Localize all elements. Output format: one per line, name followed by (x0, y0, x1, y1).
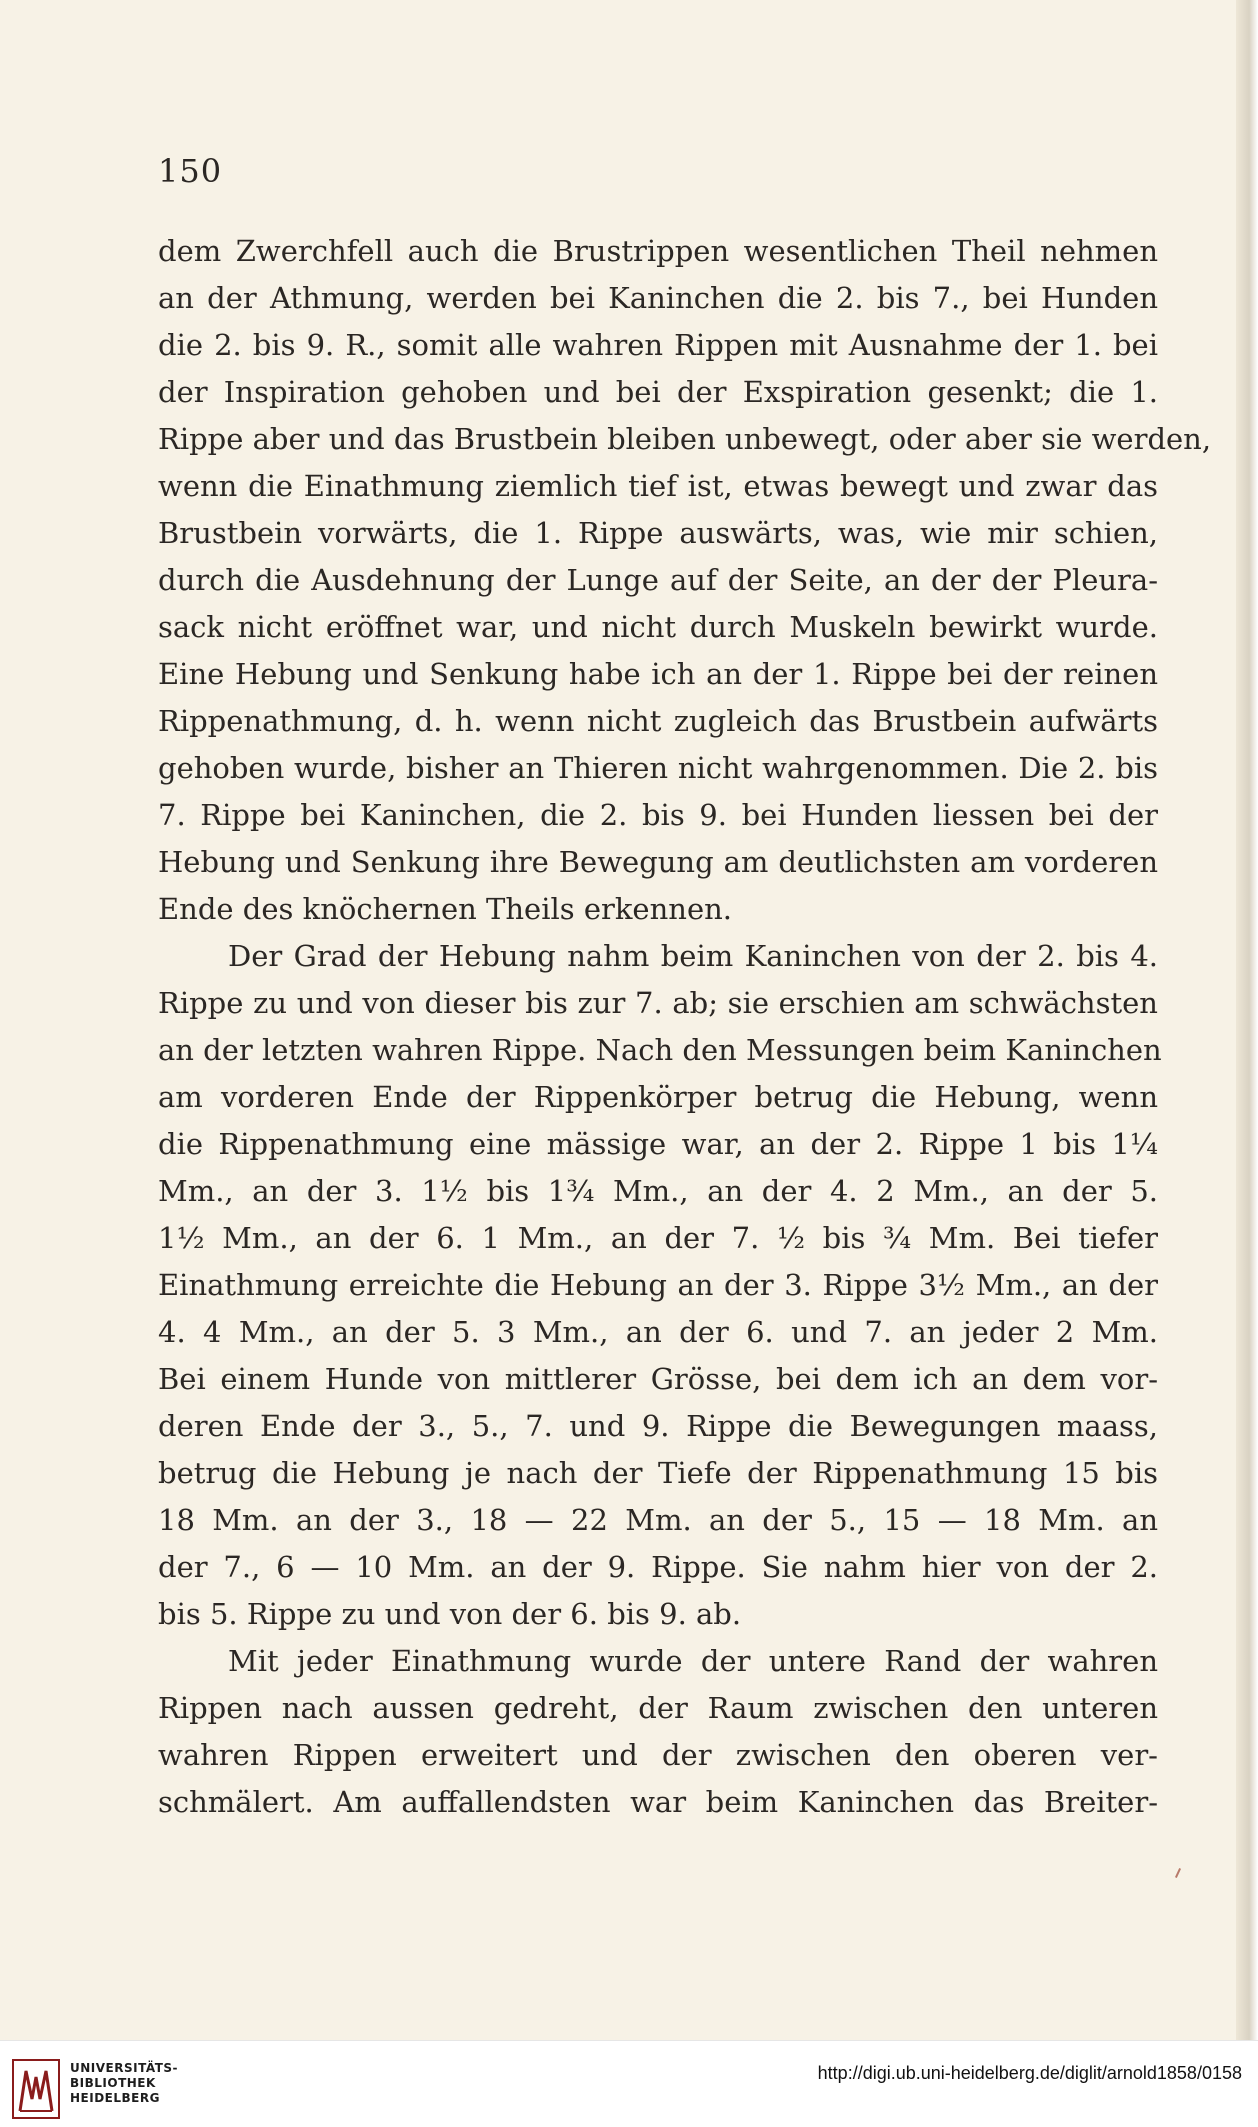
text-line: bis 5. Rippe zu und von der 6. bis 9. ab. (158, 1597, 742, 1631)
library-name-line: HEIDELBERG (70, 2091, 160, 2105)
text-line: 18 Mm. an der 3., 18 — 22 Mm. an der 5., 15 — 18 Mm. an (158, 1503, 1158, 1537)
text-line: durch die Ausdehnung der Lunge auf der Seite, an der der Pleura- (158, 563, 1158, 597)
text-line: Mit jeder Einathmung wurde der untere Rand der wahren (228, 1644, 1158, 1678)
text-line: der 7., 6 — 10 Mm. an der 9. Rippe. Sie nahm hier von der 2. (158, 1550, 1158, 1584)
text-line: die Rippenathmung eine mässige war, an der 2. Rippe 1 bis 1¼ (158, 1127, 1158, 1161)
ink-mark (1175, 1868, 1181, 1878)
text-line: Rippen nach aussen gedreht, der Raum zwischen den unteren (158, 1691, 1158, 1725)
text-line: die 2. bis 9. R., somit alle wahren Rippen mit Ausnahme der 1. bei (158, 328, 1158, 362)
library-seal-icon (12, 2059, 60, 2119)
page-number: 150 (158, 152, 223, 190)
text-line: Der Grad der Hebung nahm beim Kaninchen von der 2. bis 4. (228, 939, 1158, 973)
text-line: Bei einem Hunde von mittlerer Grösse, bei dem ich an dem vor- (158, 1362, 1158, 1396)
text-line: deren Ende der 3., 5., 7. und 9. Rippe die Bewegungen maass, (158, 1409, 1158, 1443)
text-line: an der letzten wahren Rippe. Nach den Messungen beim Kaninchen (158, 1033, 1162, 1067)
text-line: Ende des knöchernen Theils erkennen. (158, 892, 733, 926)
text-line: Rippenathmung, d. h. wenn nicht zugleich das Brustbein aufwärts (158, 704, 1158, 738)
library-name-line: BIBLIOTHEK (70, 2076, 156, 2090)
text-line: an der Athmung, werden bei Kaninchen die 2. bis 7., bei Hunden (158, 281, 1158, 315)
text-line: 4. 4 Mm., an der 5. 3 Mm., an der 6. und 7. an jeder 2 Mm. (158, 1315, 1158, 1349)
library-name (70, 2061, 178, 2106)
text-line: 7. Rippe bei Kaninchen, die 2. bis 9. bei Hunden liessen bei der (158, 798, 1158, 832)
text-line: dem Zwerchfell auch die Brustrippen wesentlichen Theil nehmen (158, 234, 1158, 268)
text-line: gehoben wurde, bisher an Thieren nicht wahrgenommen. Die 2. bis (158, 751, 1158, 785)
text-line: 1½ Mm., an der 6. 1 Mm., an der 7. ½ bis ¾ Mm. Bei tiefer (158, 1221, 1158, 1255)
text-line: sack nicht eröffnet war, und nicht durch Muskeln bewirkt wurde. (158, 610, 1158, 644)
library-name-line: UNIVERSITÄTS- (70, 2061, 179, 2075)
text-line: wahren Rippen erweitert und der zwischen den oberen ver- (158, 1738, 1158, 1772)
text-line: am vorderen Ende der Rippenkörper betrug die Hebung, wenn (158, 1080, 1158, 1114)
text-line: Rippe aber und das Brustbein bleiben unbewegt, oder aber sie werden, (158, 422, 1212, 456)
text-line: Hebung und Senkung ihre Bewegung am deutlichsten am vorderen (158, 845, 1158, 879)
text-line: Brustbein vorwärts, die 1. Rippe auswärts, was, wie mir schien, (158, 516, 1158, 550)
text-line: Einathmung erreichte die Hebung an der 3. Rippe 3½ Mm., an der (158, 1268, 1158, 1302)
text-line: Eine Hebung und Senkung habe ich an der 1. Rippe bei der reinen (158, 657, 1158, 691)
text-line: schmälert. Am auffallendsten war beim Kaninchen das Breiter- (158, 1785, 1158, 1819)
footer (0, 2040, 1258, 2127)
text-line: Rippe zu und von dieser bis zur 7. ab; sie erschien am schwächsten (158, 986, 1158, 1020)
text-line: der Inspiration gehoben und bei der Exspiration gesenkt; die 1. (158, 375, 1158, 409)
text-line: betrug die Hebung je nach der Tiefe der Rippenathmung 15 bis (158, 1456, 1158, 1490)
page-edge (1236, 0, 1258, 2040)
source-url[interactable]: http://digi.ub.uni-heidelberg.de/diglit/arnold1858/0158 (817, 2063, 1242, 2083)
text-line: wenn die Einathmung ziemlich tief ist, etwas bewegt und zwar das (158, 469, 1158, 503)
text-line: Mm., an der 3. 1½ bis 1¾ Mm., an der 4. 2 Mm., an der 5. (158, 1174, 1158, 1208)
